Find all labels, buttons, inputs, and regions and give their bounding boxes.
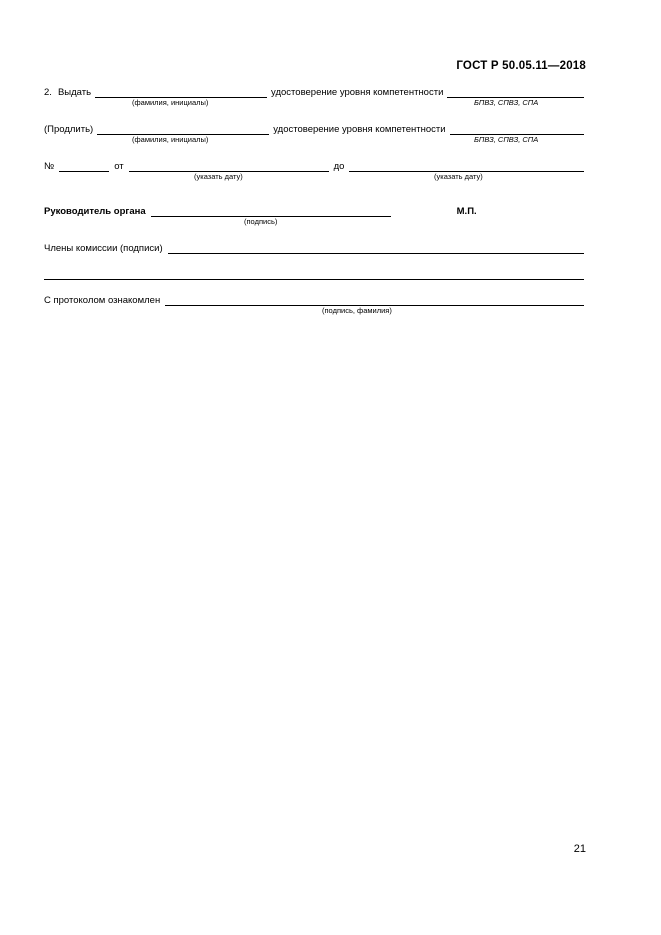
- commission-row-2: [44, 268, 584, 280]
- standard-header: ГОСТ Р 50.05.11—2018: [456, 60, 586, 72]
- page-number: 21: [573, 843, 586, 855]
- commission-signature-input-2[interactable]: [44, 268, 584, 280]
- issue-level-input[interactable]: [447, 86, 584, 98]
- signature-surname-caption: (подпись, фамилия): [322, 306, 392, 315]
- extend-label: (Продлить): [44, 124, 94, 135]
- head-signature-input[interactable]: [151, 205, 391, 217]
- extend-captions: [44, 135, 584, 146]
- head-of-body-row: [44, 205, 584, 217]
- date-to-input[interactable]: [349, 160, 584, 172]
- acquainted-caption-row: [44, 306, 584, 317]
- commission-row-1: [44, 242, 584, 254]
- date-captions: [44, 172, 584, 183]
- certificate-label-1: удостоверение уровня компетентности: [271, 87, 444, 98]
- commission-members-label: Члены комиссии (подписи): [44, 243, 163, 254]
- name-caption-2: (фамилия, инициалы): [132, 135, 209, 144]
- date-from-input[interactable]: [129, 160, 329, 172]
- certificate-label-2: удостоверение уровня компетентности: [273, 124, 446, 135]
- issue-label: Выдать: [57, 87, 92, 98]
- levels-label-1: БПВЗ, СПВЗ, СПА: [474, 98, 539, 107]
- seal-label: М.П.: [456, 206, 477, 217]
- acquainted-label: С протоколом ознакомлен: [44, 295, 161, 306]
- head-of-body-label: Руководитель органа: [44, 206, 146, 217]
- date-caption-1: (указать дату): [194, 172, 243, 181]
- number-input[interactable]: [59, 160, 109, 172]
- to-label: до: [333, 161, 345, 172]
- extend-name-input[interactable]: [97, 123, 269, 135]
- head-signature-caption-row: [44, 217, 584, 228]
- extend-level-input[interactable]: [450, 123, 584, 135]
- issue-row: [44, 86, 584, 98]
- item-number: 2.: [44, 87, 52, 98]
- date-caption-2: (указать дату): [434, 172, 483, 181]
- issue-captions: [44, 98, 584, 109]
- signature-caption: (подпись): [244, 217, 278, 226]
- commission-signature-input-1[interactable]: [168, 242, 584, 254]
- levels-label-2: БПВЗ, СПВЗ, СПА: [474, 135, 539, 144]
- from-label: от: [114, 161, 124, 172]
- extend-row: [44, 123, 584, 135]
- number-label: №: [44, 161, 55, 172]
- number-date-row: [44, 160, 584, 172]
- name-caption-1: (фамилия, инициалы): [132, 98, 209, 107]
- form-body: [44, 86, 584, 317]
- issue-name-input[interactable]: [95, 86, 267, 98]
- acquainted-signature-input[interactable]: [165, 294, 584, 306]
- acquainted-row: [44, 294, 584, 306]
